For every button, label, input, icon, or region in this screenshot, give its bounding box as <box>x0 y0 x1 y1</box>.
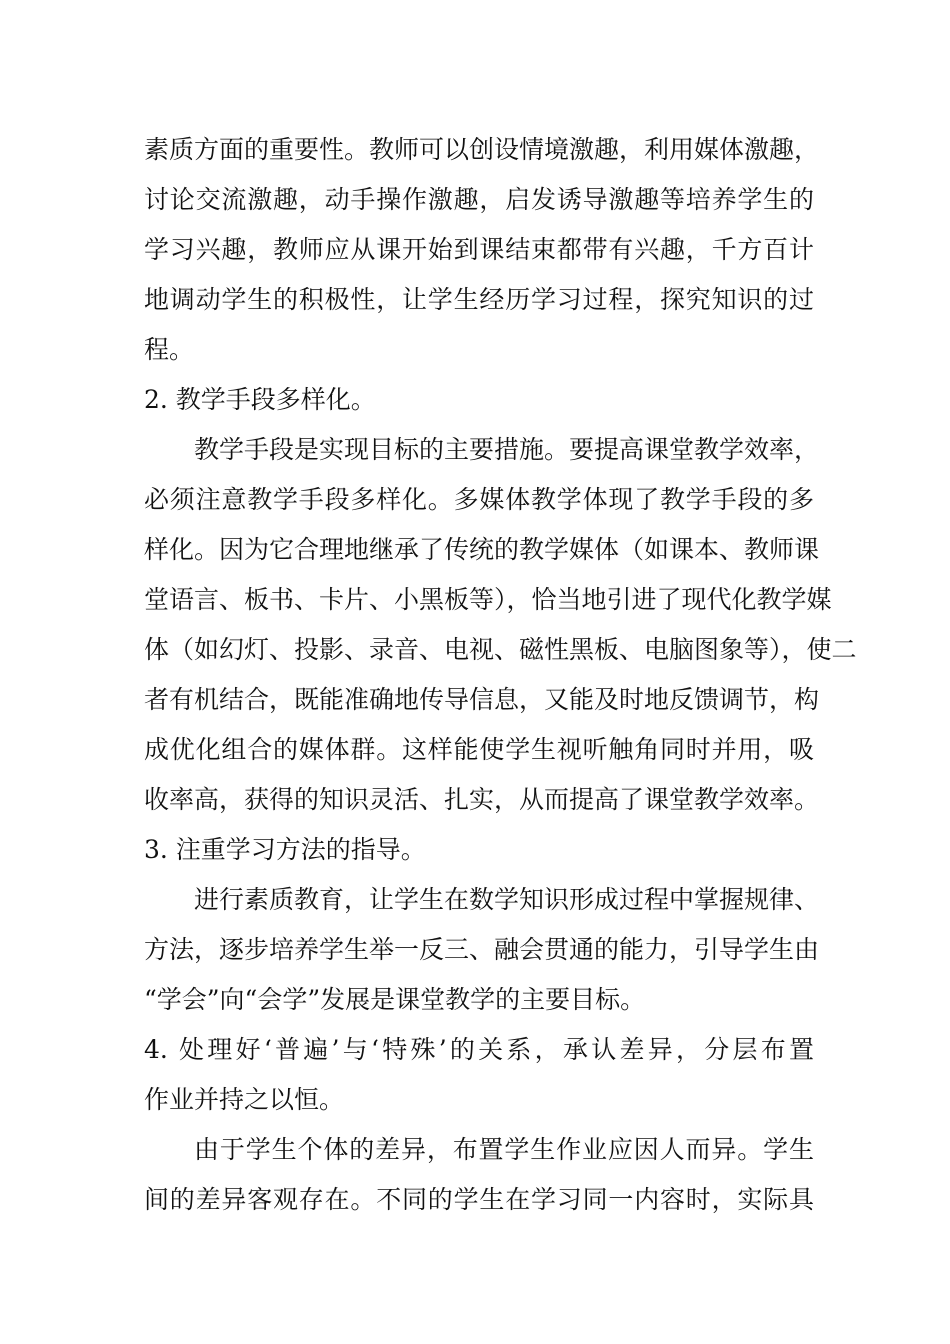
section-heading: 3. 注重学习方法的指导。 <box>144 835 426 864</box>
paragraph-line: 必须注意教学手段多样化。多媒体教学体现了教学手段的多 <box>144 485 814 514</box>
section-heading: 作业并持之以恒。 <box>144 1085 345 1114</box>
paragraph-line: 间的差异客观存在。不同的学生在学习同一内容时，实际具 <box>144 1185 814 1214</box>
paragraph-line: 地调动学生的积极性，让学生经历学习过程，探究知识的过 <box>144 285 814 314</box>
paragraph-line: 由于学生个体的差异，布置学生作业应因人而异。学生 <box>194 1135 814 1164</box>
paragraph-line: “学会”向“会学”发展是课堂教学的主要目标。 <box>144 985 646 1014</box>
section-heading: 2. 教学手段多样化。 <box>144 385 376 414</box>
paragraph-line: 堂语言、板书、卡片、小黑板等），恰当地引进了现代化教学媒 <box>144 585 832 614</box>
paragraph-line: 收率高，获得的知识灵活、扎实，从而提高了课堂教学效率。 <box>144 785 820 814</box>
paragraph-line: 成优化组合的媒体群。这样能使学生视听触角同时并用，吸 <box>144 735 814 764</box>
paragraph-line: 程。 <box>144 335 195 364</box>
section-heading: 4. 处理好‘普遍’与‘特殊’的关系，承认差异，分层布置 <box>144 1035 814 1064</box>
paragraph-line: 体（如幻灯、投影、录音、电视、磁性黑板、电脑图象等），使二 <box>144 635 857 664</box>
paragraph-line: 者有机结合，既能准确地传导信息，又能及时地反馈调节，构 <box>144 685 820 714</box>
paragraph-line: 讨论交流激趣，动手操作激趣，启发诱导激趣等培养学生的 <box>144 185 814 214</box>
paragraph-line: 素质方面的重要性。教师可以创设情境激趣，利用媒体激趣， <box>144 135 820 164</box>
paragraph-line: 教学手段是实现目标的主要措施。要提高课堂教学效率， <box>194 435 820 464</box>
paragraph-line: 样化。因为它合理地继承了传统的教学媒体（如课本、教师课 <box>144 535 820 564</box>
paragraph-line: 学习兴趣，教师应从课开始到课结束都带有兴趣，千方百计 <box>144 235 814 264</box>
paragraph-line: 方法，逐步培养学生举一反三、融会贯通的能力，引导学生由 <box>144 935 820 964</box>
paragraph-line: 进行素质教育，让学生在数学知识形成过程中掌握规律、 <box>194 885 820 914</box>
